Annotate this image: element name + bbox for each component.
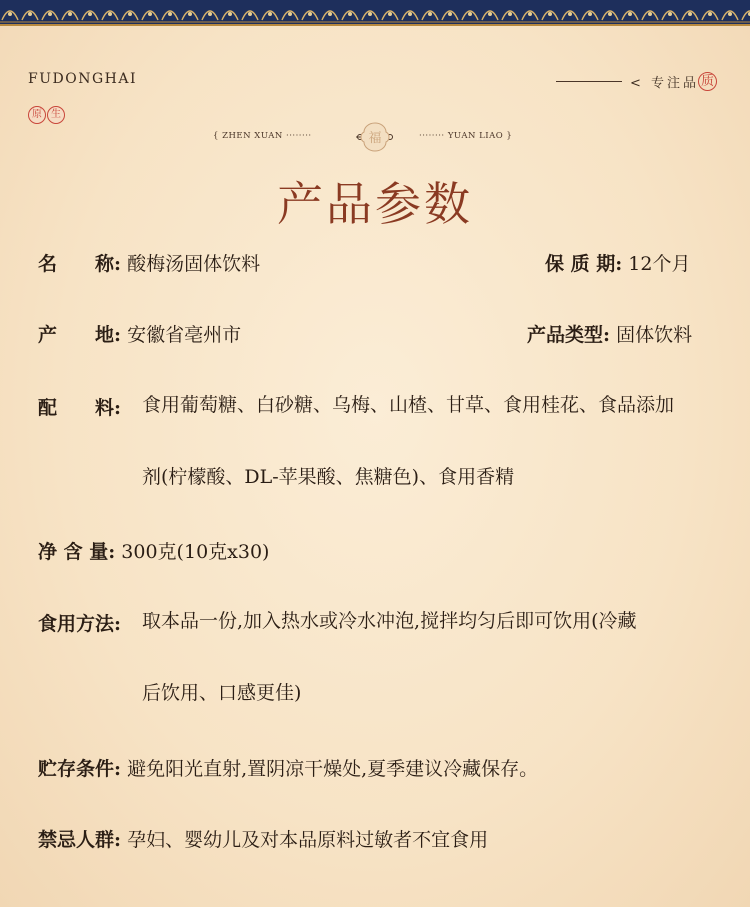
param-label: 配 料: xyxy=(38,397,122,419)
usage-line-2: 后饮用、口感更佳) xyxy=(142,682,302,704)
param-value: 酸梅汤固体饮料 xyxy=(127,253,261,275)
subtitle-ornament xyxy=(0,122,750,152)
param-name xyxy=(38,249,260,276)
ingredients-line-1: 食用葡萄糖、白砂糖、乌梅、山楂、甘草、食用桂花、食品添加 xyxy=(142,394,675,416)
param-value: 固体饮料 xyxy=(616,324,693,346)
param-value: 孕妇、婴幼儿及对本品原料过敏者不宜食用 xyxy=(127,829,489,851)
param-net-content xyxy=(38,537,269,564)
tagline-rule xyxy=(556,81,622,82)
param-type xyxy=(527,320,692,347)
usage-line-1: 取本品一份,加入热水或冷水冲泡,搅拌均匀后即可饮用(冷藏 xyxy=(142,610,637,632)
tagline xyxy=(630,72,717,91)
tagline-text: < 专注品 xyxy=(630,76,700,91)
top-ornamental-border xyxy=(0,0,750,26)
param-label: 保 质 期: xyxy=(545,253,623,275)
param-ingredients-label-row xyxy=(38,393,121,420)
param-origin xyxy=(38,320,241,347)
param-label: 产品类型: xyxy=(527,324,611,346)
param-value: 避免阳光直射,置阴凉干燥处,夏季建议冷藏保存。 xyxy=(127,758,539,780)
param-label: 食用方法: xyxy=(38,613,122,635)
fortune-medallion-icon xyxy=(356,122,394,152)
param-shelf-life xyxy=(545,249,690,276)
param-taboo xyxy=(38,825,488,852)
ingredients-line-2: 剂(柠檬酸、DL-苹果酸、焦糖色)、食用香精 xyxy=(142,466,515,488)
param-usage-label-row xyxy=(38,609,121,636)
param-value: 安徽省亳州市 xyxy=(127,324,242,346)
seal-stamp: 生 xyxy=(47,106,65,124)
ornament-text-left: { ZHEN XUAN ········ xyxy=(213,131,312,141)
seal-stamp: 原 xyxy=(28,106,46,124)
param-label: 名 称: xyxy=(38,253,122,275)
param-storage xyxy=(38,754,538,781)
param-label: 禁忌人群: xyxy=(38,829,122,851)
param-label: 贮存条件: xyxy=(38,758,122,780)
param-usage-value xyxy=(142,585,717,729)
tagline-stamp: 质 xyxy=(698,72,717,91)
ornament-text-right: ········ YUAN LIAO } xyxy=(419,131,513,141)
param-label: 产 地: xyxy=(38,324,122,346)
param-label: 净 含 量: xyxy=(38,541,116,563)
brand-name: FUDONGHAI xyxy=(28,71,137,87)
page-title: 产品参数 xyxy=(277,177,473,231)
param-value: 12个月 xyxy=(628,253,691,275)
param-ingredients-value xyxy=(142,369,717,513)
medallion-glyph: 福 xyxy=(368,131,382,146)
param-value: 300克(10克x30) xyxy=(121,541,270,563)
